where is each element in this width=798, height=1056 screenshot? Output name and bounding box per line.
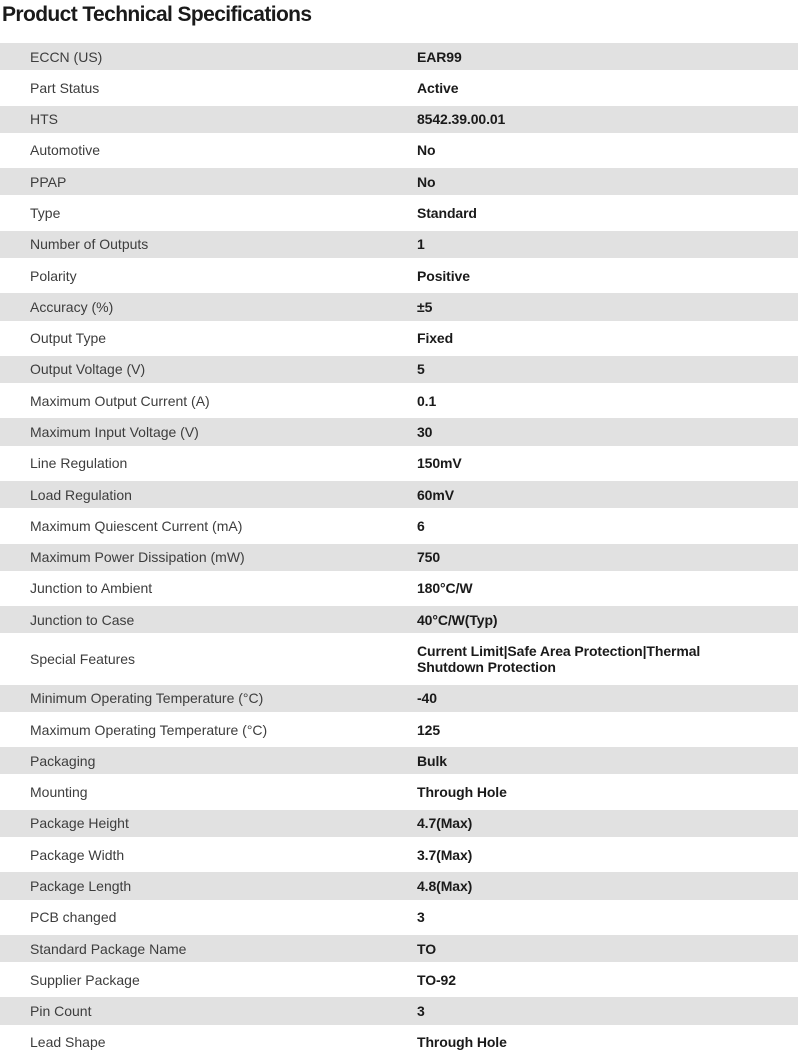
spec-row-label: Special Features [30,650,136,667]
spec-row [0,872,798,899]
spec-row-value: 750 [417,549,441,566]
spec-row-label: Output Type [30,330,107,347]
spec-row-value: Fixed [417,330,454,347]
spec-row-label: Standard Package Name [30,940,187,957]
spec-row-label: Line Regulation [30,455,128,472]
spec-row [0,450,798,477]
spec-row-value: 3 [417,1003,425,1020]
spec-row [0,810,798,837]
spec-row-label: Maximum Power Dissipation (mW) [30,549,245,566]
spec-row [0,137,798,164]
spec-row-value: TO [417,940,436,957]
spec-row-value: Through Hole [417,784,507,801]
spec-row-value: Standard [417,205,477,222]
spec-row [0,778,798,805]
spec-row-label: Maximum Quiescent Current (mA) [30,517,243,534]
spec-row [0,293,798,320]
spec-row-value: ±5 [417,298,433,315]
spec-row-label: Package Width [30,846,125,863]
spec-row [0,716,798,743]
spec-row-label: PPAP [30,173,67,190]
spec-row-value: No [417,142,436,159]
spec-row-label: Supplier Package [30,971,140,988]
spec-row-value: Through Hole [417,1034,507,1051]
spec-row-value: EAR99 [417,48,462,65]
spec-row-label: Package Height [30,815,129,832]
spec-row-label: Junction to Case [30,611,135,628]
spec-row [0,356,798,383]
spec-row-value: 8542.39.00.01 [417,111,506,128]
spec-row-label: Output Voltage (V) [30,361,146,378]
page-title: Product Technical Specifications [2,3,312,26]
spec-row-value: 6 [417,517,425,534]
spec-row-label: Packaging [30,752,96,769]
spec-row [0,544,798,571]
spec-row-value: 4.8(Max) [417,877,473,894]
spec-row [0,106,798,133]
spec-row [0,387,798,414]
spec-row-label: Junction to Ambient [30,580,153,597]
spec-row [0,685,798,712]
spec-row-value: 4.7(Max) [417,815,473,832]
spec-row [0,199,798,226]
spec-row-value: 150mV [417,455,462,472]
spec-row [0,966,798,993]
spec-row-value: TO-92 [417,971,456,988]
spec-row-value: -40 [417,690,437,707]
spec-row-label: Lead Shape [30,1034,106,1051]
spec-row [0,262,798,289]
spec-row-label: Maximum Input Voltage (V) [30,424,199,441]
spec-row [0,74,798,101]
spec-row-label: HTS [30,111,58,128]
spec-row-label: Mounting [30,784,88,801]
spec-row-label: Accuracy (%) [30,298,114,315]
spec-row-value: Bulk [417,752,447,769]
spec-row [0,1029,798,1056]
spec-row-value: 30 [417,424,433,441]
spec-row-label: ECCN (US) [30,48,103,65]
spec-row [0,997,798,1024]
spec-row [0,231,798,258]
spec-row [0,575,798,602]
spec-row [0,606,798,633]
spec-row-value: 1 [417,236,425,253]
spec-row [0,481,798,508]
spec-row-value: 5 [417,361,425,378]
spec-row-label: Type [30,205,61,222]
spec-row [0,325,798,352]
spec-row-value: No [417,173,436,190]
spec-row-value: 180°C/W [417,580,473,597]
spec-row-value: Active [417,79,459,96]
spec-row-label: Part Status [30,79,100,96]
spec-row-value: 125 [417,721,441,738]
spec-row-label: Automotive [30,142,101,159]
spec-row-value: Current Limit|Safe Area Protection|Thermal Shutdown Protection [417,642,701,675]
spec-row-value: 60mV [417,486,454,503]
spec-row-label: Minimum Operating Temperature (°C) [30,690,264,707]
spec-row-label: Maximum Output Current (A) [30,392,210,409]
spec-row-label: Pin Count [30,1003,92,1020]
spec-row [0,418,798,445]
spec-table [0,43,798,1056]
spec-row [0,512,798,539]
spec-row-label: Polarity [30,267,77,284]
spec-row-label: Number of Outputs [30,236,149,253]
spec-row-value: 40°C/W(Typ) [417,611,498,628]
spec-row-value: 0.1 [417,392,437,409]
spec-row-label: Package Length [30,877,132,894]
spec-row-label: Maximum Operating Temperature (°C) [30,721,268,738]
spec-row-value: 3.7(Max) [417,846,473,863]
spec-row [0,904,798,931]
spec-row [0,747,798,774]
spec-row [0,637,798,680]
spec-row [0,43,798,70]
spec-row [0,841,798,868]
spec-row-label: PCB changed [30,909,117,926]
spec-row [0,935,798,962]
spec-row-label: Load Regulation [30,486,132,503]
spec-row-value: 3 [417,909,425,926]
spec-row-value: Positive [417,267,470,284]
spec-row [0,168,798,195]
